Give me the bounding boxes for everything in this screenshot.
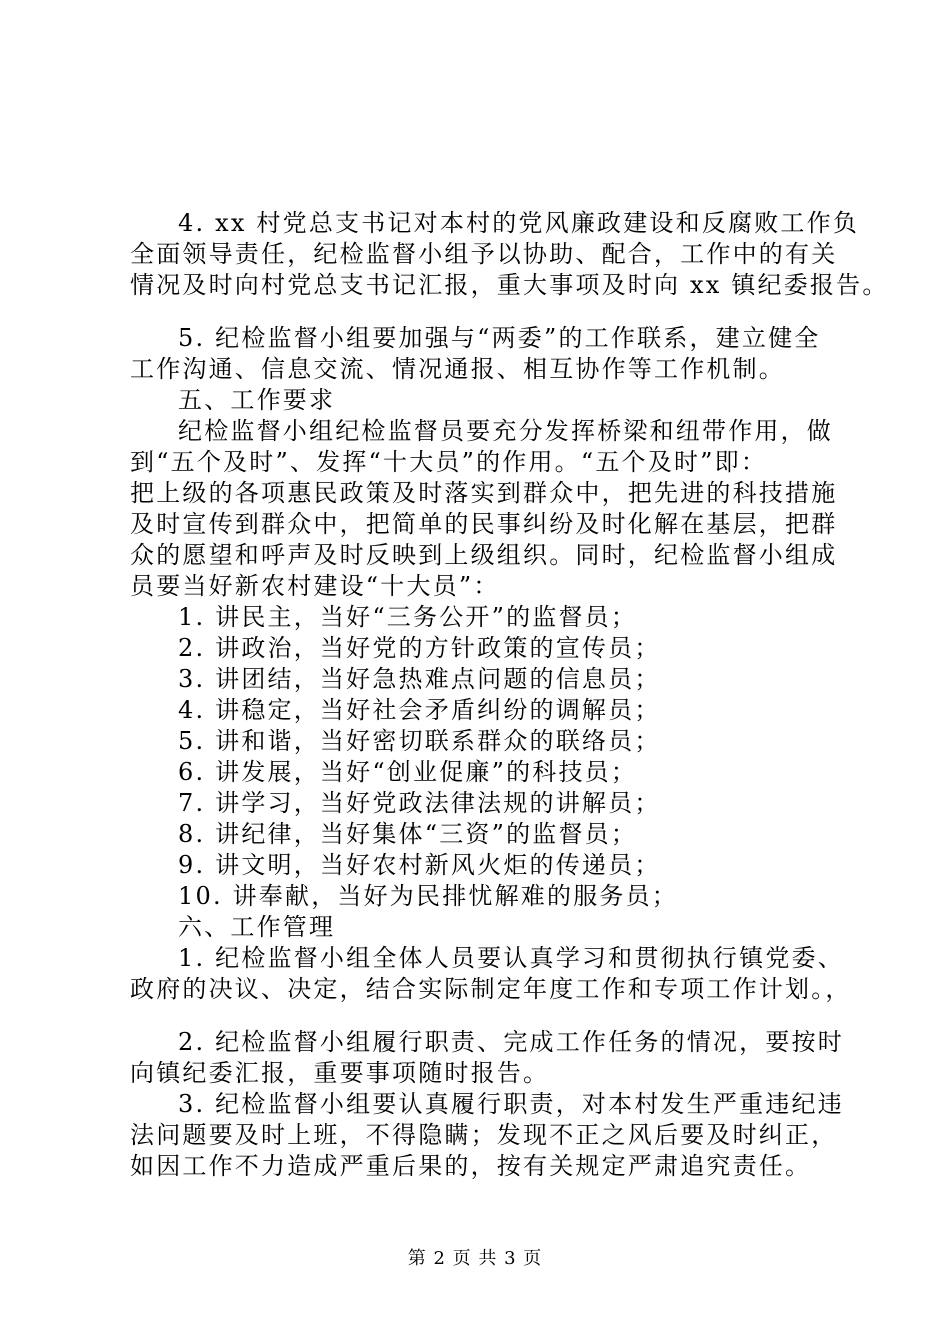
paragraph-line: 政府的决议、决定，结合实际制定年度工作和专项工作计划。，	[130, 975, 852, 1003]
paragraph-line: 全面领导责任，纪检监督小组予以协助、配合，工作中的有关	[130, 240, 838, 268]
document-body	[130, 208, 889, 1182]
paragraph-line: 工作沟通、信息交流、情况通报、相互协作等工作机制。	[130, 355, 785, 383]
list-item: 3. 讲团结，当好急热难点问题的信息员；	[178, 665, 661, 693]
paragraph-line: 3. 纪检监督小组要认真履行职责，对本村发生严重违纪违	[178, 1090, 844, 1118]
paragraph-line: 法问题要及时上班，不得隐瞒；发现不正之风后要及时纠正，	[130, 1121, 838, 1149]
paragraph-line: 1. 纪检监督小组全体人员要认真学习和贯彻执行镇党委、	[178, 944, 844, 972]
paragraph-line: 向镇纪委汇报，重要事项随时报告。	[130, 1059, 550, 1087]
section-heading: 五、工作要求	[178, 386, 336, 414]
list-item: 9. 讲文明，当好农村新风火炬的传递员；	[178, 851, 661, 879]
paragraph-line: 及时宣传到群众中，把简单的民事纠纷及时化解在基层，把群	[130, 510, 838, 538]
paragraph-line: 2. 纪检监督小组履行职责、完成工作任务的情况，要按时	[178, 1028, 844, 1056]
paragraph-line: 4. xx 村党总支书记对本村的党风廉政建设和反腐败工作负	[178, 209, 860, 237]
paragraph-line: 情况及时向村党总支书记汇报，重大事项及时向 xx 镇纪委报告。	[130, 271, 889, 299]
list-item: 10. 讲奉献，当好为民排忧解难的服务员；	[178, 882, 678, 910]
paragraph-line: 把上级的各项惠民政策及时落实到群众中，把先进的科技措施	[130, 479, 838, 507]
paragraph-line: 到“五个及时”、发挥“十大员”的作用。“五个及时”即：	[130, 448, 768, 476]
paragraph-line: 众的愿望和呼声及时反映到上级组织。同时，纪检监督小组成	[130, 541, 838, 569]
list-item: 4. 讲稳定，当好社会矛盾纠纷的调解员；	[178, 696, 661, 724]
list-item: 2. 讲政治，当好党的方针政策的宣传员；	[178, 634, 661, 662]
list-item: 5. 讲和谐，当好密切联系群众的联络员；	[178, 727, 661, 755]
paragraph-line: 如因工作不力造成严重后果的，按有关规定严肃追究责任。	[130, 1152, 812, 1180]
list-item: 8. 讲纪律，当好集体“三资”的监督员；	[178, 820, 638, 848]
paragraph-line: 纪检监督小组纪检监督员要充分发挥桥梁和纽带作用，做	[178, 417, 833, 445]
paragraph-line: 员要当好新农村建设“十大员”：	[130, 572, 500, 600]
paragraph-line: 5. 纪检监督小组要加强与“两委”的工作联系，建立健全	[178, 324, 821, 352]
page-number-footer: 第 2 页 共 3 页	[407, 1248, 543, 1269]
list-item: 6. 讲发展，当好“创业促廉”的科技员；	[178, 758, 638, 786]
list-item: 1. 讲民主，当好“三务公开”的监督员；	[178, 603, 638, 631]
list-item: 7. 讲学习，当好党政法律法规的讲解员；	[178, 789, 661, 817]
section-heading: 六、工作管理	[178, 913, 336, 941]
